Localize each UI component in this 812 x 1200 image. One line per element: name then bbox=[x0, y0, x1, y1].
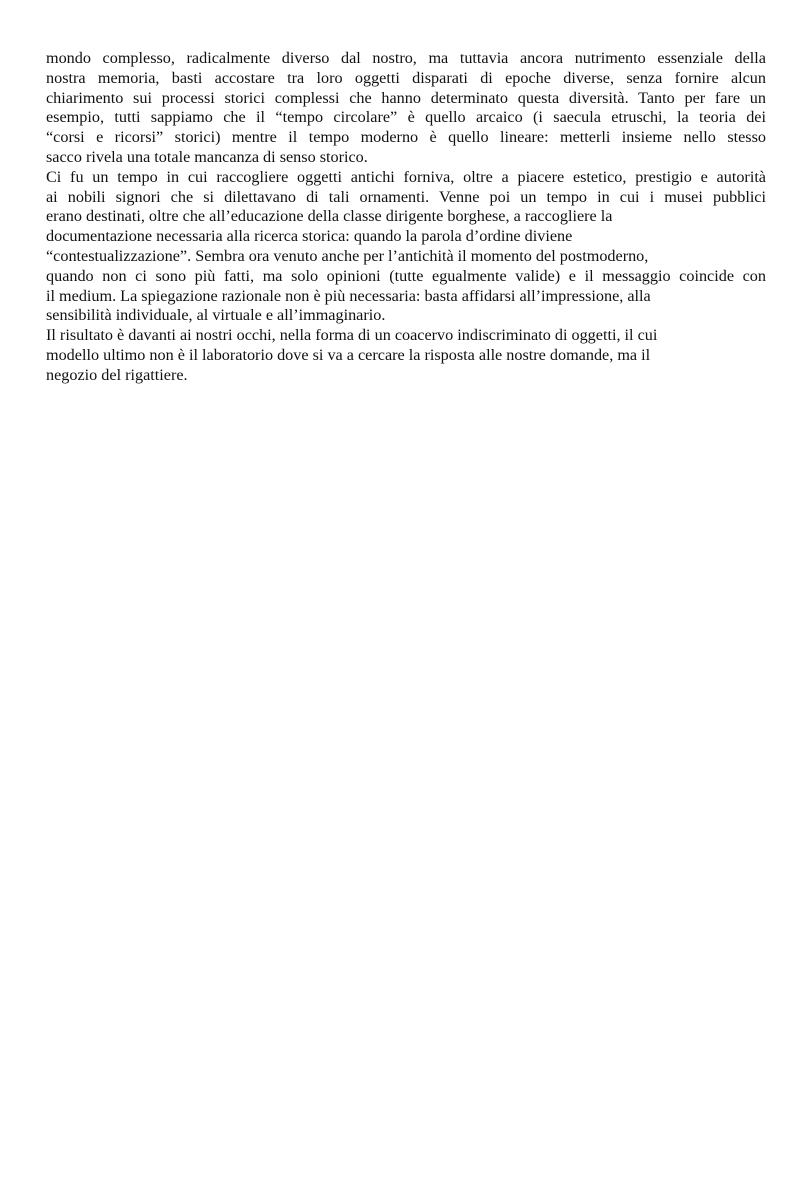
text-line: chiarimento sui processi storici complessi che hanno determinato questa diversità. Tanto per fare un bbox=[46, 88, 766, 107]
text-line: erano destinati, oltre che all’educazione della classe dirigente borghese, a raccogliere la bbox=[46, 207, 613, 226]
text-line: il medium. La spiegazione razionale non è più necessaria: basta affidarsi all’impressione, alla bbox=[46, 286, 651, 305]
body-text bbox=[46, 49, 766, 386]
text-line: documentazione necessaria alla ricerca storica: quando la parola d’ordine diviene bbox=[46, 227, 573, 246]
text-line: nostra memoria, basti accostare tra loro oggetti disparati di epoche diverse, senza fornire alcun bbox=[46, 68, 766, 87]
text-line: mondo complesso, radicalmente diverso dal nostro, ma tuttavia ancora nutrimento essenziale della bbox=[46, 49, 766, 67]
text-line: modello ultimo non è il laboratorio dove si va a cercare la risposta alle nostre domande, ma il bbox=[46, 345, 651, 364]
text-line: ai nobili signori che si dilettavano di tali ornamenti. Venne poi un tempo in cui i musei pubblici bbox=[46, 187, 766, 206]
text-line: sacco rivela una totale mancanza di senso storico. bbox=[46, 147, 368, 166]
text-line: quando non ci sono più fatti, ma solo opinioni (tutte egualmente valide) e il messaggio coincide con bbox=[46, 266, 766, 285]
text-line: “contestualizzazione”. Sembra ora venuto anche per l’antichità il momento del postmoderno, bbox=[46, 246, 649, 265]
text-line: Ci fu un tempo in cui raccogliere oggetti antichi forniva, oltre a piacere estetico, prestigio e autorità bbox=[46, 167, 766, 186]
text-line: esempio, tutti sappiamo che il “tempo circolare” è quello arcaico (i saecula etruschi, la teoria dei bbox=[46, 108, 766, 127]
text-line: sensibilità individuale, al virtuale e all’immaginario. bbox=[46, 306, 386, 325]
text-line: Il risultato è davanti ai nostri occhi, nella forma di un coacervo indiscriminato di oggetti, il cui bbox=[46, 326, 658, 345]
text-line: “corsi e ricorsi” storici) mentre il tempo moderno è quello lineare: metterli insieme nello stesso bbox=[46, 128, 766, 147]
text-line: negozio del rigattiere. bbox=[46, 365, 188, 384]
